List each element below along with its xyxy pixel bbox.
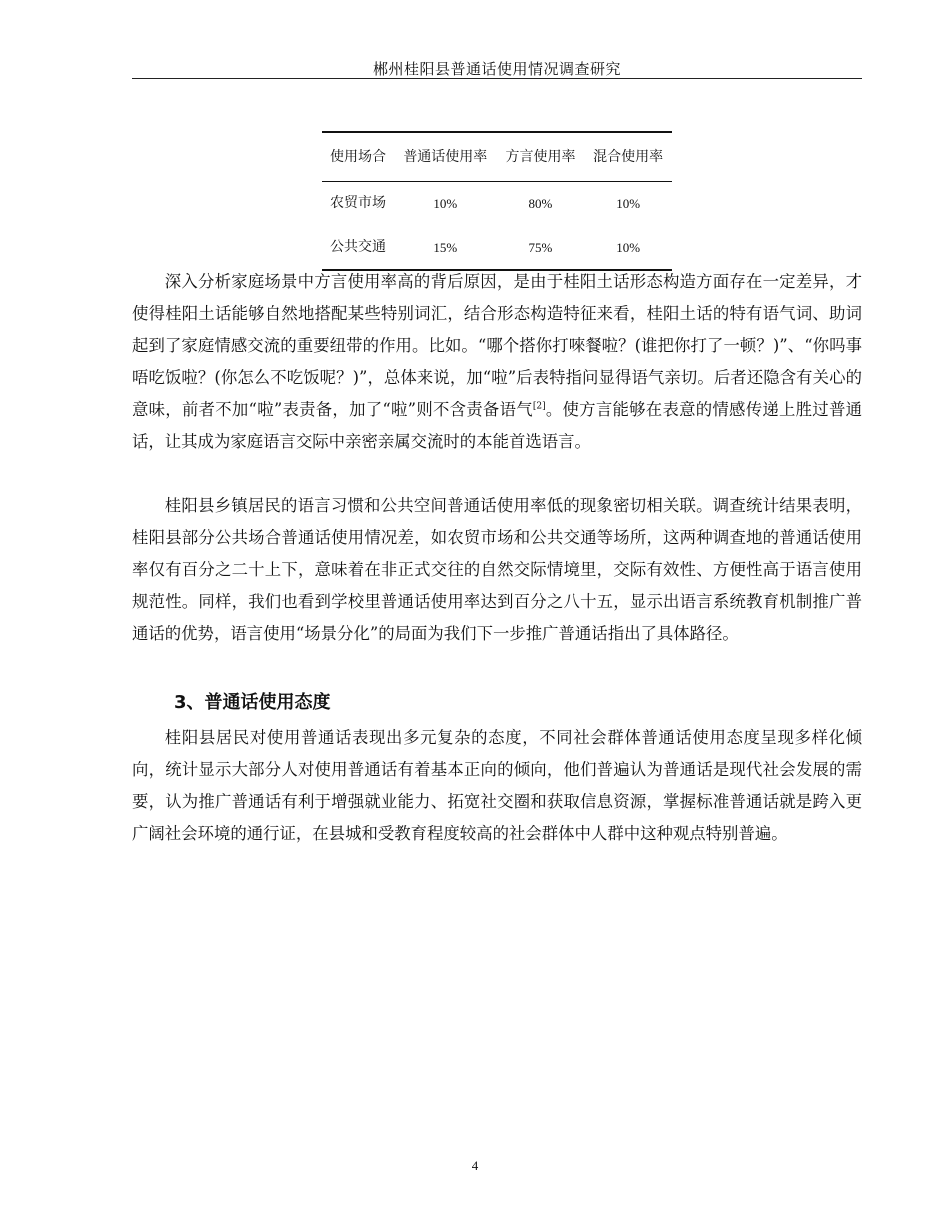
table-header-cell: 混合使用率 <box>584 132 672 182</box>
table-row <box>322 182 672 226</box>
paragraph-text: 深入分析家庭场景中方言使用率高的背后原因，是由于桂阳土话形态构造方面存在一定差异，才使得桂阳土话能够自然地搭配某些特别词汇，结合形态构造特征来看，桂阳土话的特有语气词、助词起到了家庭情感交流的重要纽带的作用。比如。“哪个搭你打唻餐啦？(谁把你打了一顿？)”、“你吗事唔吃饭啦？(你怎么不吃饭呢？)”，总体来说，加“啦”后表特指问显得语气亲切。后者还隐含有关心的意味，前者不加“啦”表责备，加了“啦”则不含责备语气 <box>132 272 862 419</box>
usage-table <box>322 131 672 271</box>
table-header-cell: 使用场合 <box>322 132 394 182</box>
paragraph-family-dialect <box>132 266 862 458</box>
table-cell-value: 80% <box>528 196 553 212</box>
section-heading: 3、普通话使用态度 <box>174 692 331 713</box>
paragraph-text: 。使方言能够在表意的情感传递上胜过普通话，让其成为家庭语言交际中亲密亲属交流时的本能首选语言。 <box>132 400 862 451</box>
table-header-cell: 方言使用率 <box>497 132 585 182</box>
table-cell-value: 10% <box>616 196 641 212</box>
table-cell-scene: 农贸市场 <box>330 195 386 212</box>
citation-reference: [2] <box>532 401 546 412</box>
table-cell-value: 15% <box>394 226 497 270</box>
table-row <box>322 226 672 270</box>
page-number: 4 <box>471 1158 479 1173</box>
table-cell-value: 10% <box>584 226 672 270</box>
paragraph-attitude <box>132 722 862 850</box>
table-cell-scene: 公共交通 <box>322 226 394 270</box>
paragraph-public-usage <box>132 490 862 650</box>
paragraph-text: 桂阳县居民对使用普通话表现出多元复杂的态度，不同社会群体普通话使用态度呈现多样化倾向，统计显示大部分人对使用普通话有着基本正向的倾向，他们普遍认为普通话是现代社会发展的需要，认为推广普通话有利于增强就业能力、拓宽社交圈和获取信息资源，掌握标准普通话就是跨入更广阔社会环境的通行证，在县城和受教育程度较高的社会群体中人群中这种观点特别普遍。 <box>132 728 862 843</box>
header-title: 郴州桂阳县普通话使用情况调查研究 <box>372 60 621 78</box>
table-header-row <box>322 132 672 182</box>
paragraph-text: 桂阳县乡镇居民的语言习惯和公共空间普通话使用率低的现象密切相关联。调查统计结果表明，桂阳县部分公共场合普通话使用情况差，如农贸市场和公共交通等场所，这两种调查地的普通话使用率仅有百分之二十上下，意味着在非正式交往的自然交际情境里，交际有效性、方便性高于语言使用规范性。同样，我们也看到学校里普通话使用率达到百分之八十五，显示出语言系统教育机制推广普通话的优势，语言使用“场景分化”的局面为我们下一步推广普通话指出了具体路径。 <box>132 496 862 643</box>
table-cell-value: 75% <box>497 226 585 270</box>
table-cell-value: 10% <box>433 196 458 212</box>
header-rule <box>132 78 862 79</box>
table-header-cell: 普通话使用率 <box>394 132 497 182</box>
